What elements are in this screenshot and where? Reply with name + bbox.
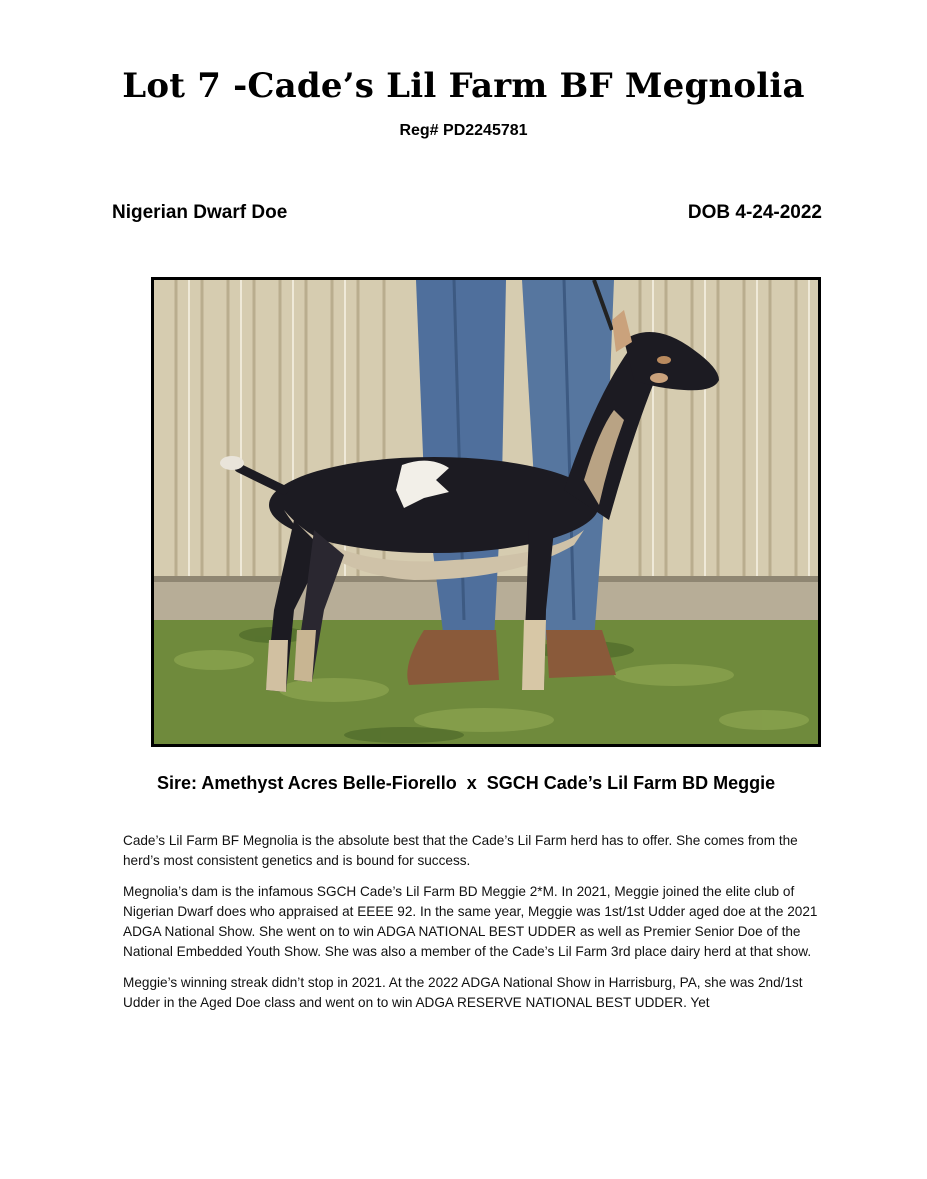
description: [123, 831, 835, 1024]
breed-label: Nigerian Dwarf Doe: [112, 202, 288, 223]
page-title: Lot 7 -Cade’s Lil Farm BF Megnolia: [122, 66, 805, 106]
date-of-birth: DOB 4-24-2022: [687, 202, 822, 223]
goat-photo: [151, 277, 821, 747]
description-paragraph: Meggie’s winning streak didn’t stop in 2021. At the 2022 ADGA National Show in Harrisburg, PA, she was 2nd/1st Udder in the Aged Doe class and went on to win ADGA RESERVE NATIONAL BEST UDDER. Yet: [123, 975, 803, 1010]
description-paragraph: Megnolia’s dam is the infamous SGCH Cade’s Lil Farm BD Meggie 2*M. In 2021, Meggie joined the elite club of Nigerian Dwarf does who appraised at EEEE 92. In the same year, Meggie was 1st/1st Udder aged doe at the 2021 ADGA National Show. She went on to win ADGA NATIONAL BEST UDDER as well as Premier Senior Doe of the National Embedded Youth Show. She was also a member of the Cade’s Lil Farm 3rd place dairy herd at that show.: [123, 884, 818, 959]
description-paragraph: Cade’s Lil Farm BF Megnolia is the absolute best that the Cade’s Lil Farm herd has to offer. She comes from the herd’s most consistent genetics and is bound for success.: [123, 833, 798, 868]
pedigree-line: Sire: Amethyst Acres Belle-Fiorello x SGCH Cade’s Lil Farm BD Meggie: [157, 773, 776, 793]
registration-number: Reg# PD2245781: [399, 122, 528, 139]
